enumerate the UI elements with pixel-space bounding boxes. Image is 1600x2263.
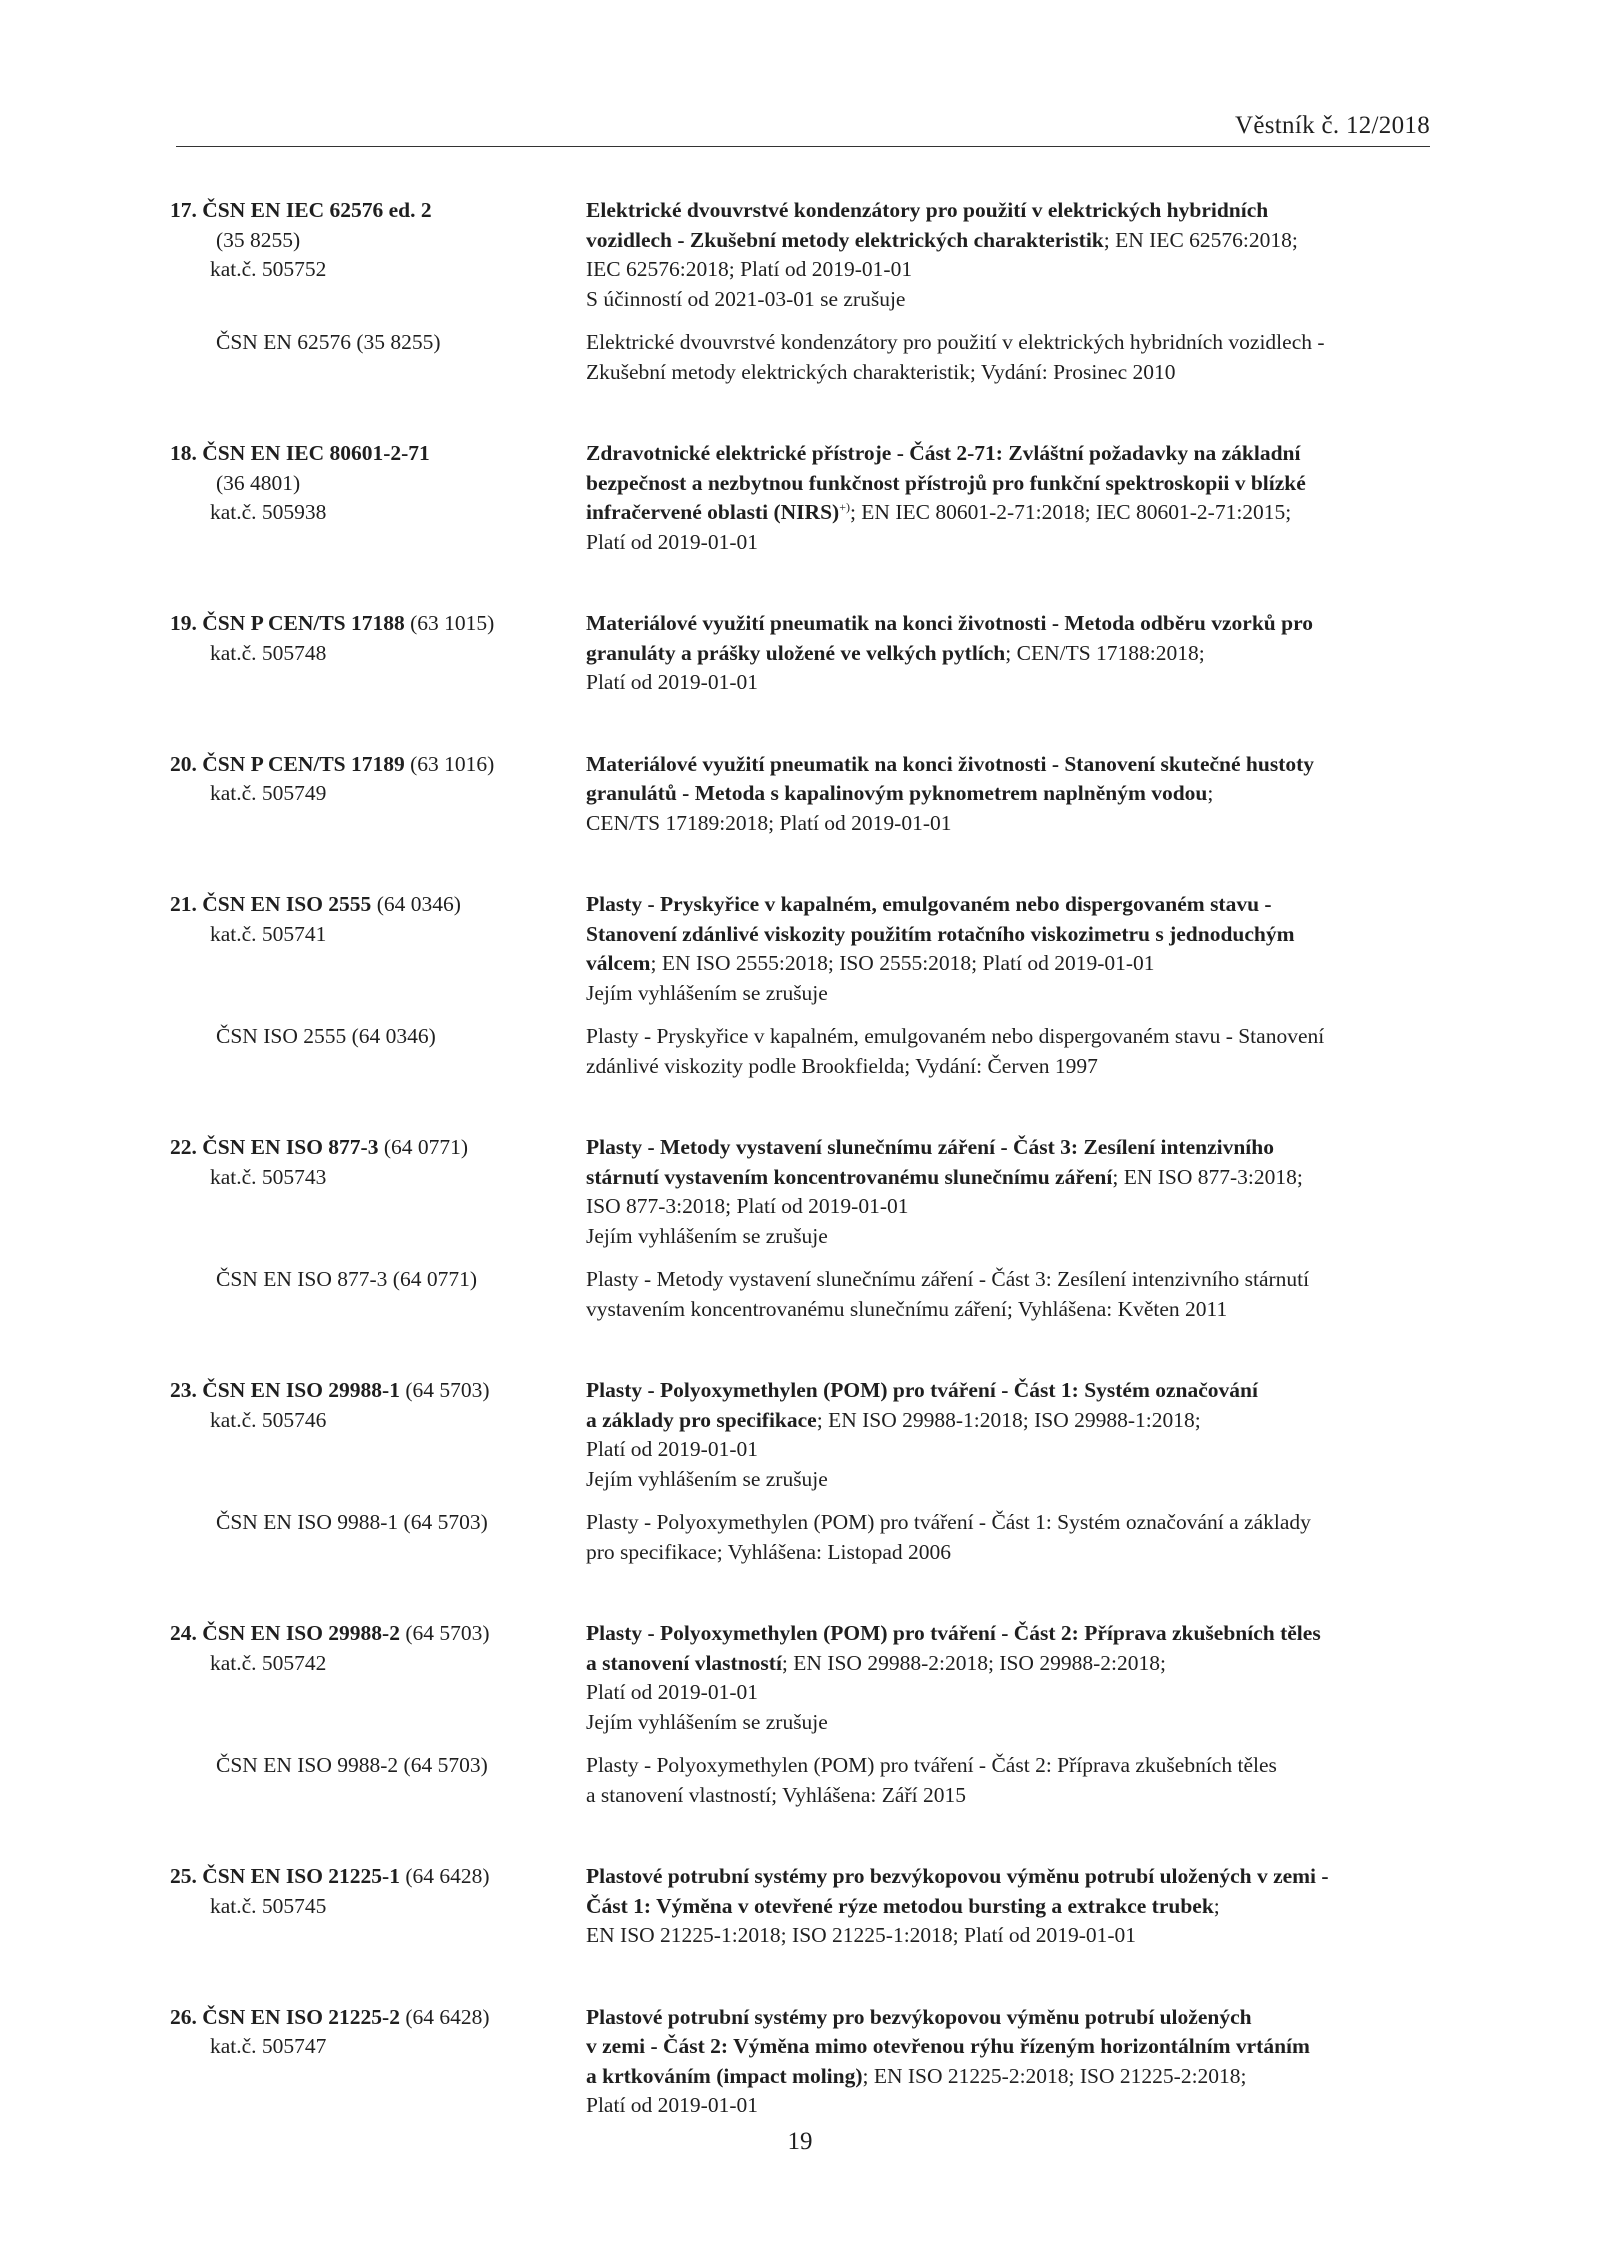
standard-entry bbox=[170, 1133, 1432, 1324]
standard-title: Plastové potrubní systémy pro bezvýkopovou výměnu potrubí uložených bbox=[586, 2004, 1252, 2029]
classification-code: (64 0771) bbox=[378, 1135, 469, 1159]
standard-details: ; EN ISO 2555:2018; ISO 2555:2018; Platí od 2019-01-01 bbox=[650, 951, 1155, 975]
standard-code: ČSN EN ISO 21225-1 bbox=[202, 1864, 400, 1888]
standard-meta: kat.č. 505938 bbox=[210, 500, 327, 524]
standard-row bbox=[170, 1376, 1432, 1494]
title-line bbox=[586, 609, 1432, 639]
standard-entry bbox=[170, 750, 1432, 839]
classification-code: (64 5703) bbox=[399, 1378, 490, 1402]
standard-meta: kat.č. 505752 bbox=[210, 257, 327, 281]
standard-details: Jejím vyhlášením se zrušuje bbox=[586, 1223, 828, 1248]
standard-title: Zdravotnické elektrické přístroje - Část 2-71: Zvláštní požadavky na základní bbox=[586, 441, 1301, 465]
title-line bbox=[586, 2003, 1432, 2033]
withdrawn-standard-title: a stanovení vlastností; Vyhlášena: Září 2015 bbox=[586, 1782, 966, 1807]
title-line bbox=[586, 1678, 1432, 1708]
standard-details: Jejím vyhlášením se zrušuje bbox=[586, 1466, 828, 1491]
entry-number: 20. bbox=[170, 751, 197, 776]
standard-entry bbox=[170, 439, 1432, 557]
title-line bbox=[586, 779, 1432, 809]
title-line bbox=[586, 255, 1432, 285]
standard-identifier-column bbox=[170, 750, 586, 839]
title-line bbox=[586, 890, 1432, 920]
title-line bbox=[586, 469, 1432, 499]
withdrawn-standard-code: ČSN EN ISO 9988-1 (64 5703) bbox=[216, 1510, 488, 1534]
standard-code: ČSN EN IEC 62576 ed. 2 bbox=[202, 198, 432, 222]
standard-code: ČSN EN ISO 877-3 bbox=[202, 1135, 379, 1159]
standard-details: Jejím vyhlášením se zrušuje bbox=[586, 1709, 828, 1734]
standard-title: válcem bbox=[586, 951, 651, 975]
standard-entry bbox=[170, 890, 1432, 1081]
standard-title: Plasty - Pryskyřice v kapalném, emulgovaném nebo dispergovaném stavu - bbox=[586, 892, 1272, 916]
classification-code: (64 6428) bbox=[399, 2004, 490, 2029]
standard-code: ČSN EN ISO 29988-1 bbox=[202, 1378, 400, 1402]
title-line bbox=[586, 979, 1432, 1009]
standard-details: ; bbox=[1207, 781, 1214, 805]
standard-details: Platí od 2019-01-01 bbox=[586, 1680, 758, 1704]
title-line bbox=[586, 196, 1432, 226]
standard-code: ČSN P CEN/TS 17189 bbox=[202, 751, 405, 776]
standard-identifier-column bbox=[170, 439, 586, 557]
standard-details: ISO 877-3:2018; Platí od 2019-01-01 bbox=[586, 1194, 909, 1218]
standard-details: CEN/TS 17189:2018; Platí od 2019-01-01 bbox=[586, 810, 952, 835]
standard-title: stárnutí vystavením koncentrovanému slunečnímu záření bbox=[586, 1164, 1113, 1189]
withdrawn-standard-row bbox=[170, 328, 1432, 387]
standard-meta: (36 4801) bbox=[216, 470, 301, 495]
title-line bbox=[586, 1163, 1432, 1193]
standard-title: granulátů - Metoda s kapalinovým pyknometrem naplněným vodou bbox=[586, 781, 1208, 805]
withdrawn-standard-title: zdánlivé viskozity podle Brookfielda; Vydání: Červen 1997 bbox=[586, 1053, 1098, 1078]
standard-title: Elektrické dvouvrstvé kondenzátory pro použití v elektrických hybridních bbox=[586, 198, 1269, 222]
title-line bbox=[586, 498, 1432, 528]
standard-identifier-column bbox=[170, 1133, 586, 1251]
title-line bbox=[586, 668, 1432, 698]
standard-code: ČSN EN IEC 80601-2-71 bbox=[202, 441, 430, 465]
standard-title: Plasty - Metody vystavení slunečnímu záření - Část 3: Zesílení intenzivního bbox=[586, 1135, 1274, 1159]
standard-details: Platí od 2019-01-01 bbox=[586, 529, 758, 554]
standard-title: Materiálové využití pneumatik na konci životnosti - Stanovení skutečné hustoty bbox=[586, 751, 1315, 776]
title-line bbox=[586, 2091, 1432, 2121]
header-divider bbox=[176, 146, 1430, 147]
standard-details: ; EN ISO 21225-2:2018; ISO 21225-2:2018; bbox=[862, 2063, 1247, 2088]
standard-title: Stanovení zdánlivé viskozity použitím rotačního viskozimetru s jednoduchým bbox=[586, 921, 1295, 946]
withdrawn-standard-title: Zkušební metody elektrických charakteristik; Vydání: Prosinec 2010 bbox=[586, 359, 1176, 384]
entry-number: 26. bbox=[170, 2004, 197, 2029]
classification-code: (64 5703) bbox=[399, 1621, 490, 1645]
standard-title-column bbox=[586, 196, 1432, 314]
title-line bbox=[586, 2032, 1432, 2062]
standards-list bbox=[170, 196, 1432, 2173]
standard-meta: (35 8255) bbox=[216, 227, 301, 252]
standard-identifier-column bbox=[170, 2003, 586, 2121]
standard-identifier-column bbox=[170, 890, 586, 1008]
standard-code: ČSN P CEN/TS 17188 bbox=[202, 611, 405, 635]
title-line bbox=[586, 1133, 1432, 1163]
withdrawn-standard-title: vystavením koncentrovanému slunečnímu záření; Vyhlášena: Květen 2011 bbox=[586, 1296, 1228, 1321]
standard-entry bbox=[170, 2003, 1432, 2121]
standard-meta: kat.č. 505742 bbox=[210, 1650, 327, 1675]
withdrawn-standard-row bbox=[170, 1508, 1432, 1567]
title-line bbox=[586, 1862, 1432, 1892]
standard-details: Jejím vyhlášením se zrušuje bbox=[586, 980, 828, 1005]
standard-row bbox=[170, 609, 1432, 698]
entry-number: 18. bbox=[170, 441, 197, 465]
standard-title: vozidlech - Zkušební metody elektrických charakteristik bbox=[586, 227, 1104, 252]
standard-title-column bbox=[586, 890, 1432, 1008]
standard-title: granuláty a prášky uložené ve velkých pytlích bbox=[586, 640, 1006, 665]
classification-code: (64 6428) bbox=[399, 1864, 490, 1888]
classification-code: (64 0346) bbox=[371, 892, 461, 916]
classification-code: (63 1016) bbox=[404, 751, 495, 776]
title-line bbox=[586, 949, 1432, 979]
title-line bbox=[586, 226, 1432, 256]
withdrawn-standard-title: Plasty - Polyoxymethylen (POM) pro tváření - Část 1: Systém označování a základy bbox=[586, 1510, 1311, 1534]
standard-entry bbox=[170, 1862, 1432, 1951]
title-line bbox=[586, 1406, 1432, 1436]
withdrawn-standard-title: Elektrické dvouvrstvé kondenzátory pro použití v elektrických hybridních vozidlech - bbox=[586, 330, 1325, 354]
standard-row bbox=[170, 750, 1432, 839]
entry-number: 24. bbox=[170, 1621, 197, 1645]
title-line bbox=[586, 1921, 1432, 1951]
standard-row bbox=[170, 1133, 1432, 1251]
withdrawn-standard-title: pro specifikace; Vyhlášena: Listopad 2006 bbox=[586, 1539, 952, 1564]
standard-identifier-column bbox=[170, 1619, 586, 1737]
title-line bbox=[586, 1649, 1432, 1679]
standard-title: v zemi - Část 2: Výměna mimo otevřenou rýhu řízeným horizontálním vrtáním bbox=[586, 2034, 1310, 2058]
standard-row bbox=[170, 2003, 1432, 2121]
withdrawn-standard-row bbox=[170, 1265, 1432, 1324]
withdrawn-standard-row bbox=[170, 1022, 1432, 1081]
standard-title: a základy pro specifikace bbox=[586, 1407, 817, 1432]
standard-row bbox=[170, 196, 1432, 314]
standard-title: a stanovení vlastností bbox=[586, 1650, 782, 1675]
title-line bbox=[586, 1192, 1432, 1222]
standard-title: bezpečnost a nezbytnou funkčnost přístrojů pro funkční spektroskopii v blízké bbox=[586, 470, 1306, 495]
title-line bbox=[586, 1619, 1432, 1649]
standard-details: ; EN ISO 29988-2:2018; ISO 29988-2:2018; bbox=[781, 1650, 1166, 1675]
standard-title: Část 1: Výměna v otevřené rýze metodou bursting a extrakce trubek bbox=[586, 1893, 1214, 1918]
title-line bbox=[586, 1376, 1432, 1406]
title-line bbox=[586, 1465, 1432, 1495]
title-line bbox=[586, 528, 1432, 558]
classification-code: (63 1015) bbox=[404, 611, 495, 635]
standard-details: Platí od 2019-01-01 bbox=[586, 1437, 758, 1461]
standard-entry bbox=[170, 609, 1432, 698]
page-number: 19 bbox=[787, 2128, 813, 2155]
standard-code: ČSN EN ISO 2555 bbox=[202, 892, 372, 916]
entry-number: 21. bbox=[170, 892, 197, 916]
standard-title-column bbox=[586, 1862, 1432, 1951]
standard-title: Plasty - Polyoxymethylen (POM) pro tváření - Část 1: Systém označování bbox=[586, 1378, 1258, 1402]
standard-details: EN ISO 21225-1:2018; ISO 21225-1:2018; Platí od 2019-01-01 bbox=[586, 1923, 1137, 1947]
bulletin-header-title: Věstník č. 12/2018 bbox=[1235, 112, 1430, 139]
withdrawn-standard-row bbox=[170, 1751, 1432, 1810]
standard-code: ČSN EN ISO 21225-2 bbox=[202, 2004, 400, 2029]
entry-number: 19. bbox=[170, 611, 197, 635]
standard-row bbox=[170, 1619, 1432, 1737]
standard-details: ; CEN/TS 17188:2018; bbox=[1005, 640, 1205, 665]
withdrawn-standard-title: Plasty - Pryskyřice v kapalném, emulgovaném nebo dispergovaném stavu - Stanovení bbox=[586, 1024, 1325, 1048]
standard-identifier-column bbox=[170, 1862, 586, 1951]
standard-entry bbox=[170, 196, 1432, 387]
standard-title-column bbox=[586, 609, 1432, 698]
standard-title: infračervené oblasti (NIRS) bbox=[586, 500, 840, 524]
title-line bbox=[586, 1892, 1432, 1922]
title-line bbox=[586, 809, 1432, 839]
standard-title: Plasty - Polyoxymethylen (POM) pro tváření - Část 2: Příprava zkušebních těles bbox=[586, 1621, 1321, 1645]
title-line bbox=[586, 439, 1432, 469]
standard-details: ; bbox=[1213, 1893, 1220, 1918]
standard-entry bbox=[170, 1376, 1432, 1567]
standard-title: Plastové potrubní systémy pro bezvýkopovou výměnu potrubí uložených v zemi - bbox=[586, 1864, 1329, 1888]
standard-meta: kat.č. 505748 bbox=[210, 640, 327, 665]
title-line bbox=[586, 639, 1432, 669]
title-line bbox=[586, 750, 1432, 780]
withdrawn-standard-title: Plasty - Metody vystavení slunečnímu záření - Část 3: Zesílení intenzivního stárnutí bbox=[586, 1267, 1310, 1291]
standard-identifier-column bbox=[170, 196, 586, 314]
standard-details: IEC 62576:2018; Platí od 2019-01-01 bbox=[586, 257, 913, 281]
title-line bbox=[586, 1222, 1432, 1252]
standard-title-column bbox=[586, 1376, 1432, 1494]
standard-code: ČSN EN ISO 29988-2 bbox=[202, 1621, 400, 1645]
standard-details: ; EN IEC 80601-2-71:2018; IEC 80601-2-71:2015; bbox=[849, 500, 1292, 524]
withdrawn-standard-title: Plasty - Polyoxymethylen (POM) pro tváření - Část 2: Příprava zkušebních těles bbox=[586, 1753, 1277, 1777]
standard-meta: kat.č. 505745 bbox=[210, 1893, 327, 1918]
standard-details: ; EN ISO 877-3:2018; bbox=[1112, 1164, 1303, 1189]
standard-title-column bbox=[586, 1133, 1432, 1251]
standard-details: S účinností od 2021-03-01 se zrušuje bbox=[586, 286, 906, 311]
standard-title-column bbox=[586, 1619, 1432, 1737]
withdrawn-standard-code: ČSN EN ISO 9988-2 (64 5703) bbox=[216, 1753, 488, 1777]
title-line bbox=[586, 1708, 1432, 1738]
standard-identifier-column bbox=[170, 1376, 586, 1494]
standard-details: ; EN ISO 29988-1:2018; ISO 29988-1:2018; bbox=[816, 1407, 1201, 1432]
title-line bbox=[586, 2062, 1432, 2092]
standard-entry bbox=[170, 1619, 1432, 1810]
standard-title: a krtkováním (impact moling) bbox=[586, 2063, 863, 2088]
standard-title-column bbox=[586, 750, 1432, 839]
withdrawn-standard-code: ČSN EN 62576 (35 8255) bbox=[216, 330, 441, 354]
standard-title: Materiálové využití pneumatik na konci životnosti - Metoda odběru vzorků pro bbox=[586, 611, 1314, 635]
entry-number: 25. bbox=[170, 1864, 197, 1888]
standard-title-column bbox=[586, 439, 1432, 557]
standard-details: Platí od 2019-01-01 bbox=[586, 670, 758, 694]
standard-row bbox=[170, 1862, 1432, 1951]
standard-meta: kat.č. 505746 bbox=[210, 1407, 327, 1432]
standard-details: ; EN IEC 62576:2018; bbox=[1103, 227, 1298, 252]
withdrawn-standard-code: ČSN ISO 2555 (64 0346) bbox=[216, 1024, 436, 1048]
standard-details: Platí od 2019-01-01 bbox=[586, 2093, 758, 2117]
entry-number: 22. bbox=[170, 1135, 197, 1159]
title-line bbox=[586, 920, 1432, 950]
standard-identifier-column bbox=[170, 609, 586, 698]
standard-row bbox=[170, 890, 1432, 1008]
standard-meta: kat.č. 505743 bbox=[210, 1164, 327, 1189]
standard-title-column bbox=[586, 2003, 1432, 2121]
standard-meta: kat.č. 505747 bbox=[210, 2034, 327, 2058]
withdrawn-standard-code: ČSN EN ISO 877-3 (64 0771) bbox=[216, 1267, 477, 1291]
standard-meta: kat.č. 505741 bbox=[210, 921, 327, 946]
footnote-marker: +) bbox=[839, 499, 850, 514]
title-line bbox=[586, 1435, 1432, 1465]
entry-number: 17. bbox=[170, 198, 197, 222]
title-line bbox=[586, 285, 1432, 315]
standard-meta: kat.č. 505749 bbox=[210, 781, 327, 805]
standard-row bbox=[170, 439, 1432, 557]
entry-number: 23. bbox=[170, 1378, 197, 1402]
